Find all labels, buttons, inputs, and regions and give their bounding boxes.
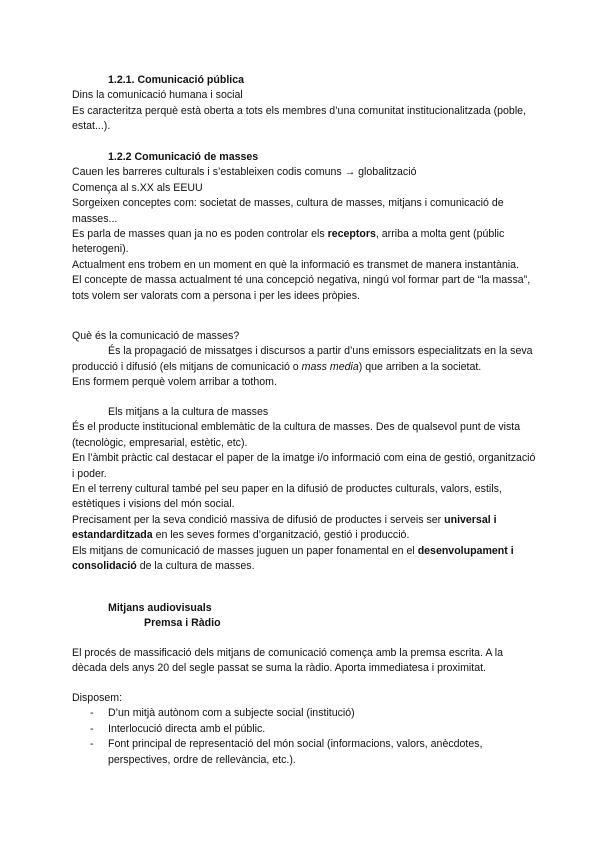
heading-els-mitjans: Els mitjans a la cultura de masses — [108, 406, 269, 418]
italic-term: mass media — [301, 360, 359, 373]
dash-bullet: - — [90, 707, 94, 720]
heading-mitjans-audiovisuals: Mitjans audiovisuals — [108, 602, 212, 614]
section-que-es — [72, 329, 536, 391]
bold-term: receptors — [327, 228, 376, 241]
paragraph-line: Comença al s.XX als EEUU — [72, 181, 203, 194]
section-comunicacio-publica — [72, 73, 536, 135]
subheading-premsa-radio: Premsa i Ràdio — [144, 617, 221, 630]
section-disposem — [72, 691, 536, 768]
dash-bullet: - — [90, 738, 94, 751]
paragraph-line: El procés de massificació dels mitjans de comunicació comença amb la premsa escrita. A la dècada dels anys 20 del segle passat se suma la ràdio. Aporta immediatesa i proximitat. — [72, 647, 504, 675]
paragraph-line: En el terreny cultural també pel seu paper en la difusió de productes culturals, valors, estils, estètiques i visions del món social. — [72, 483, 502, 511]
heading-comunicacio-masses: 1.2.2 Comunicació de masses — [108, 151, 259, 163]
paragraph-line: El concepte de massa actualment té una concepció negativa, ningú vol formar part de “la massa”, tots volem ser valorats com a persona i per les idees pròpies. — [72, 274, 531, 302]
list-item: - Interlocució directa amb el públic. — [72, 722, 536, 737]
question-heading: Què és la comunicació de masses? — [72, 330, 240, 342]
list-item: - D’un mitjà autònom com a subjecte social (institució) — [72, 706, 536, 721]
section-mitjans-audiovisuals — [72, 601, 536, 632]
paragraph-line: Es caracteritza perquè està oberta a tots els membres d’una comunitat institucionalitzada (poble, estat...). — [72, 104, 527, 133]
paragraph-line: Sorgeixen conceptes com: societat de masses, cultura de masses, mitjans i comunicació de masses... — [72, 197, 504, 225]
bold-term: desenvolupament i consolidació — [72, 544, 514, 573]
section-premsa-radio — [72, 646, 536, 677]
answer-paragraph: És la propagació de missatges i discursos a partir d’uns emissors especialitzats en la seva producció i difusió (els mitjans de comunicació o mass media) que arriben a la societat. — [72, 345, 533, 373]
paragraph-line: Ens formem perquè volem arribar a tothom. — [72, 376, 277, 389]
disposem-label: Disposem: — [72, 692, 123, 704]
section-els-mitjans — [72, 405, 536, 574]
paragraph-line: Actualment ens trobem en un moment en què la informació es transmet de manera instantània. — [72, 258, 519, 271]
list-item: - Font principal de representació del món social (informacions, valors, anècdotes, perspectives, ordre de rellevància, etc.). — [90, 738, 483, 766]
paragraph-line: Cauen les barreres culturals i s’estableixen codis comuns → globalització — [72, 166, 417, 179]
paragraph-line: És el producte institucional emblemàtic de la cultura de masses. Des de qualsevol punt de vista (tecnològic, empresarial, estètic, etc). — [72, 421, 521, 449]
heading-comunicacio-publica: 1.2.1. Comunicació pública — [108, 74, 244, 86]
paragraph-desenvolupament: Els mitjans de comunicació de masses juguen un paper fonamental en el desenvolupament i consolidació de la cultura de masses. — [72, 544, 514, 573]
paragraph-line: En l’àmbit pràctic cal destacar el paper de la imatge i/o informació com eina de gestió, organització i poder. — [72, 452, 536, 480]
paragraph-line: Dins la comunicació humana i social — [72, 89, 243, 102]
section-comunicacio-masses — [72, 150, 536, 304]
dash-list — [72, 706, 536, 768]
paragraph-receptors: Es parla de masses quan ja no es poden controlar els receptors, arriba a molta gent (públic heterogeni). — [72, 228, 505, 256]
bold-term: universal i estandarditzada — [72, 513, 497, 542]
paragraph-universal: Precisament per la seva condició massiva de difusió de productes i serveis ser universal i estandarditzada en les seves formes d’organització, gestió i producció. — [72, 513, 497, 542]
dash-bullet: - — [90, 722, 94, 735]
